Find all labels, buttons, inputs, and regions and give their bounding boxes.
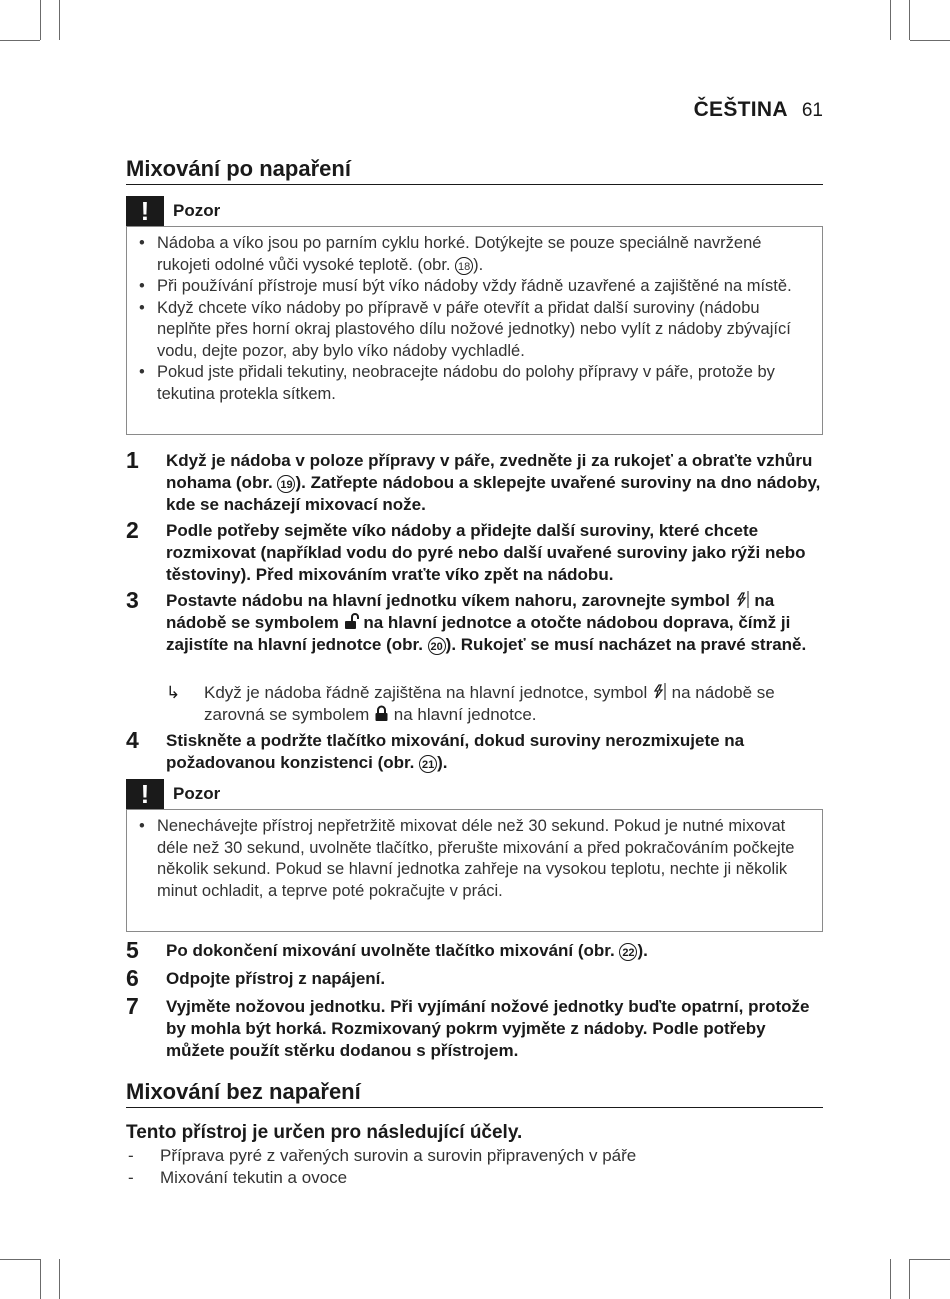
exclamation-icon: ! bbox=[126, 779, 164, 809]
step-text-part: Vyjměte nožovou jednotku. Při vyjímání nožové jednotky buďte opatrní, protože by mohla být horká. Rozmixovaný pokrm vyjměte z nádoby. Podle potřeby můžete použít stěrku dodanou s přístrojem. bbox=[166, 997, 810, 1060]
caution-text: Pokud jste přidali tekutiny, neobracejte nádobu do polohy přípravy v páře, protože by tekutina protekla sítkem. bbox=[157, 363, 775, 403]
caution-item bbox=[137, 816, 808, 902]
caution-text: Když chcete víko nádoby po přípravě v páře otevřít a přidat další suroviny (nádobu neplňte přes horní okraj plastového dílu nožové jednotky) nebo vylít z nádoby zbývající vodu, dejte pozor, aby bylo víko nádoby vychladlé. bbox=[157, 298, 791, 360]
step-text bbox=[166, 450, 823, 516]
crop-mark bbox=[40, 0, 41, 40]
step-text-part: Podle potřeby sejměte víko nádoby a přidejte další suroviny, které chcete rozmixovat (například vodu do pyré nebo další uvařené suroviny jako rýži nebo těstoviny). Před mixováním vraťte víko zpět na nádobu. bbox=[166, 521, 806, 584]
caution-label: Pozor bbox=[173, 201, 221, 220]
exclamation-icon: ! bbox=[126, 196, 164, 226]
result-text bbox=[204, 682, 823, 726]
result-text-part: na hlavní jednotce. bbox=[389, 705, 537, 724]
step-text bbox=[166, 520, 823, 586]
step-text bbox=[166, 968, 823, 990]
step-3-result bbox=[166, 682, 823, 726]
caution-header bbox=[126, 196, 220, 226]
result-arrow-icon: ↳ bbox=[166, 683, 181, 702]
step-text bbox=[166, 730, 823, 774]
step-text-part: Po dokončení mixování uvolněte tlačítko mixování (obr. bbox=[166, 941, 620, 960]
figure-ref: 22 bbox=[619, 943, 637, 961]
language-label: ČEŠTINA bbox=[693, 98, 788, 121]
result-text-part: Když je nádoba řádně zajištěna na hlavní jednotce, symbol bbox=[204, 683, 652, 702]
step-number: 4 bbox=[126, 727, 139, 753]
step-number: 2 bbox=[126, 517, 139, 543]
step-text bbox=[166, 940, 823, 962]
caution-box bbox=[126, 809, 823, 932]
page-header bbox=[694, 98, 823, 122]
list-item: - Mixování tekutin a ovoce bbox=[126, 1167, 823, 1189]
caution-item bbox=[137, 233, 808, 276]
caution-list bbox=[137, 233, 808, 405]
section-title-mixing-without-steaming: Mixování bez napaření bbox=[126, 1079, 823, 1108]
step-text bbox=[166, 996, 823, 1062]
caution-header bbox=[126, 779, 220, 809]
caution-text: Při používání přístroje musí být víko nádoby vždy řádně uzavřené a zajištěné na místě. bbox=[157, 277, 792, 295]
caution-box bbox=[126, 226, 823, 435]
caution-item bbox=[137, 362, 808, 405]
step-6 bbox=[126, 965, 823, 991]
step-number: 1 bbox=[126, 447, 139, 473]
step-text-part: ). bbox=[437, 753, 448, 772]
step-number: 3 bbox=[126, 587, 139, 613]
alignment-symbol-icon bbox=[652, 683, 667, 700]
crop-mark bbox=[910, 40, 950, 41]
section-intro: Tento přístroj je určen pro následující účely. bbox=[126, 1122, 523, 1143]
locked-padlock-icon bbox=[374, 705, 389, 722]
step-3 bbox=[126, 587, 823, 656]
result-text-part: na nádobě se zarovná se symbolem bbox=[204, 683, 775, 724]
crop-mark bbox=[40, 1259, 41, 1299]
crop-mark bbox=[59, 1259, 60, 1299]
list-item: - Příprava pyré z vařených surovin a surovin připravených v páře bbox=[126, 1145, 823, 1167]
section-title-mixing-after-steaming: Mixování po napaření bbox=[126, 156, 823, 185]
step-text bbox=[166, 590, 823, 656]
step-text-part: ). Zatřepte nádobou a sklepejte uvařené suroviny na dno nádoby, kde se nacházejí mixovací nože. bbox=[166, 473, 821, 514]
step-number: 7 bbox=[126, 993, 139, 1019]
step-number: 5 bbox=[126, 937, 139, 963]
step-2 bbox=[126, 517, 823, 586]
caution-item bbox=[137, 298, 808, 363]
figure-ref: 18 bbox=[455, 257, 473, 275]
caution-label: Pozor bbox=[173, 784, 221, 803]
step-text-part: ). Rukojeť se musí nacházet na pravé straně. bbox=[445, 635, 807, 654]
usage-list bbox=[126, 1145, 823, 1188]
step-text-part: na nádobě se symbolem bbox=[166, 591, 775, 632]
page-number: 61 bbox=[801, 100, 823, 121]
crop-mark bbox=[0, 1259, 40, 1260]
alignment-symbol-icon bbox=[735, 591, 750, 608]
figure-ref: 19 bbox=[277, 475, 295, 493]
caution-text: Nádoba a víko jsou po parním cyklu horké. Dotýkejte se pouze speciálně navržené rukojeti odolné vůči vysoké teplotě. (obr. bbox=[157, 234, 762, 274]
caution-item bbox=[137, 276, 808, 298]
step-text-part: ). bbox=[637, 941, 648, 960]
unlocked-padlock-icon bbox=[344, 613, 359, 630]
step-number: 6 bbox=[126, 965, 139, 991]
crop-mark bbox=[59, 0, 60, 40]
step-text-part: na hlavní jednotce a otočte nádobou doprava, čímž ji zajistíte na hlavní jednotce (obr. bbox=[166, 613, 791, 654]
crop-mark bbox=[909, 0, 910, 40]
step-text-part: Stiskněte a podržte tlačítko mixování, dokud suroviny nerozmixujete na požadovanou konzistenci (obr. bbox=[166, 731, 745, 772]
crop-mark bbox=[909, 1259, 910, 1299]
step-7 bbox=[126, 993, 823, 1062]
step-text-part: Odpojte přístroj z napájení. bbox=[166, 969, 386, 988]
step-4 bbox=[126, 727, 823, 774]
crop-mark bbox=[890, 1259, 891, 1299]
figure-ref: 20 bbox=[428, 637, 446, 655]
step-1 bbox=[126, 447, 823, 516]
crop-mark bbox=[0, 40, 40, 41]
figure-ref: 21 bbox=[419, 755, 437, 773]
crop-mark bbox=[890, 0, 891, 40]
caution-text: Nenechávejte přístroj nepřetržitě mixovat déle než 30 sekund. Pokud je nutné mixovat déle než 30 sekund, uvolněte tlačítko, přerušte mixování a před pokračováním počkejte několik sekund. Pokud se hlavní jednotka zahřeje na vysokou teplotu, nechte ji několik minut ochladit, a teprve poté pokračujte v práci. bbox=[157, 817, 795, 900]
step-5 bbox=[126, 937, 823, 963]
step-text-part: Když je nádoba v poloze přípravy v páře, zvedněte ji za rukojeť a obraťte vzhůru nohama (obr. bbox=[166, 451, 813, 492]
step-text-part: Postavte nádobu na hlavní jednotku víkem nahoru, zarovnejte symbol bbox=[166, 591, 735, 610]
caution-text: ). bbox=[473, 255, 484, 274]
caution-list bbox=[137, 816, 808, 902]
crop-mark bbox=[910, 1259, 950, 1260]
